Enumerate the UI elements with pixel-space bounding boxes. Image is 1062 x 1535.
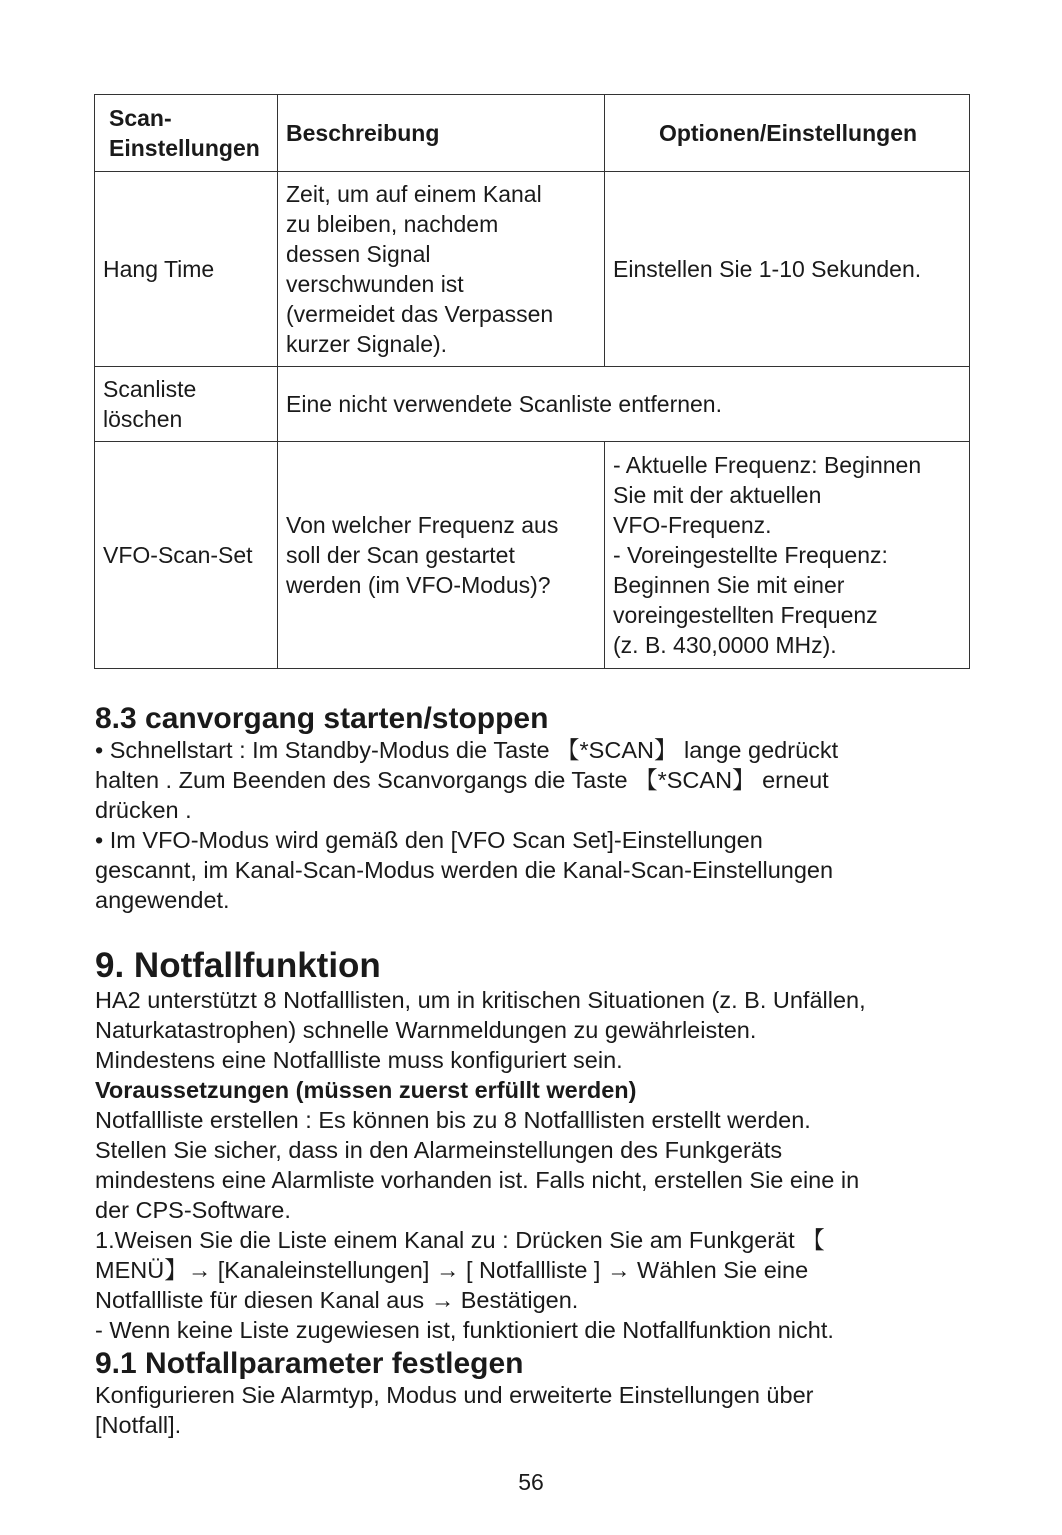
text-line: Beginnen Sie mit einer: [613, 572, 845, 598]
options-cell: Einstellen Sie 1-10 Sekunden.: [605, 172, 970, 367]
paragraph-line: Naturkatastrophen) schnelle Warnmeldungen zu gewährleisten.: [95, 1017, 757, 1043]
paragraph-line: • Im VFO-Modus wird gemäß den [VFO Scan Set]-Einstellungen: [95, 827, 763, 853]
header-scan-settings: [95, 95, 278, 172]
table-row: [95, 172, 970, 367]
paragraph-line: 1.Weisen Sie die Liste einem Kanal zu : Drücken Sie am Funkgerät 【: [95, 1227, 825, 1253]
paragraph-line: MENÜ】→ [Kanaleinstellungen] → [ Notfallliste ] → Wählen Sie eine: [95, 1257, 809, 1283]
header-description: Beschreibung: [278, 95, 605, 172]
paragraph-line: Mindestens eine Notfallliste muss konfiguriert sein.: [95, 1047, 623, 1073]
paragraph-line: Notfallliste für diesen Kanal aus → Bestätigen.: [95, 1287, 579, 1313]
prerequisites-heading: Voraussetzungen (müssen zuerst erfüllt werden): [95, 1077, 637, 1103]
paragraph-line: halten . Zum Beenden des Scanvorgangs die Taste 【*SCAN】 erneut: [95, 767, 829, 793]
section-heading-8-3: 8.3 canvorgang starten/stoppen: [95, 702, 549, 735]
text-line: (vermeidet das Verpassen: [286, 301, 554, 327]
text-line: kurzer Signale).: [286, 331, 448, 357]
options-cell: [605, 442, 970, 669]
setting-cell: VFO-Scan-Set: [95, 442, 278, 669]
paragraph-line: der CPS-Software.: [95, 1197, 291, 1223]
page-number: 56: [518, 1469, 544, 1495]
header-line: Scan-: [109, 105, 172, 131]
text-line: Von welcher Frequenz aus: [286, 512, 559, 538]
paragraph-line: gescannt, im Kanal-Scan-Modus werden die Kanal-Scan-Einstellungen: [95, 857, 834, 883]
paragraph-line: drücken .: [95, 797, 192, 823]
text-line: (z. B. 430,0000 MHz).: [613, 632, 837, 658]
scan-settings-table: [94, 94, 970, 669]
paragraph-line: Konfigurieren Sie Alarmtyp, Modus und erweiterte Einstellungen über: [95, 1382, 814, 1408]
text-line: VFO-Frequenz.: [613, 512, 772, 538]
setting-cell: Hang Time: [95, 172, 278, 367]
text-line: Sie mit der aktuellen: [613, 482, 822, 508]
paragraph-line: [Notfall].: [95, 1412, 182, 1438]
paragraph-line: - Wenn keine Liste zugewiesen ist, funktioniert die Notfallfunktion nicht.: [95, 1317, 834, 1343]
text-line: dessen Signal: [286, 241, 431, 267]
table-row: [95, 367, 970, 442]
text-line: Scanliste: [103, 376, 197, 402]
paragraph-line: angewendet.: [95, 887, 230, 913]
text-line: Zeit, um auf einem Kanal: [286, 181, 542, 207]
text-line: verschwunden ist: [286, 271, 464, 297]
paragraph-line: HA2 unterstützt 8 Notfalllisten, um in kritischen Situationen (z. B. Unfällen,: [95, 987, 866, 1013]
paragraph-line: • Schnellstart : Im Standby-Modus die Taste 【*SCAN】 lange gedrückt: [95, 737, 839, 763]
description-cell: [278, 172, 605, 367]
text-line: - Voreingestellte Frequenz:: [613, 542, 888, 568]
table-header-row: [95, 95, 970, 172]
text-line: werden (im VFO-Modus)?: [286, 572, 551, 598]
paragraph-line: Notfallliste erstellen : Es können bis zu 8 Notfalllisten erstellt werden.: [95, 1107, 811, 1133]
text-line: zu bleiben, nachdem: [286, 211, 499, 237]
text-line: soll der Scan gestartet: [286, 542, 515, 568]
setting-cell: [95, 367, 278, 442]
table-row: [95, 442, 970, 669]
section-heading-9-1: 9.1 Notfallparameter festlegen: [95, 1347, 524, 1380]
description-cell: [278, 442, 605, 669]
paragraph-line: mindestens eine Alarmliste vorhanden ist. Falls nicht, erstellen Sie eine in: [95, 1167, 860, 1193]
section-heading-9: 9. Notfallfunktion: [95, 946, 381, 985]
text-line: - Aktuelle Frequenz: Beginnen: [613, 452, 922, 478]
header-line: Einstellungen: [109, 135, 260, 161]
text-line: löschen: [103, 406, 183, 432]
text-line: voreingestellten Frequenz: [613, 602, 878, 628]
paragraph-line: Stellen Sie sicher, dass in den Alarmeinstellungen des Funkgeräts: [95, 1137, 783, 1163]
header-options: Optionen/Einstellungen: [605, 95, 970, 172]
description-cell: Eine nicht verwendete Scanliste entfernen.: [278, 367, 970, 442]
